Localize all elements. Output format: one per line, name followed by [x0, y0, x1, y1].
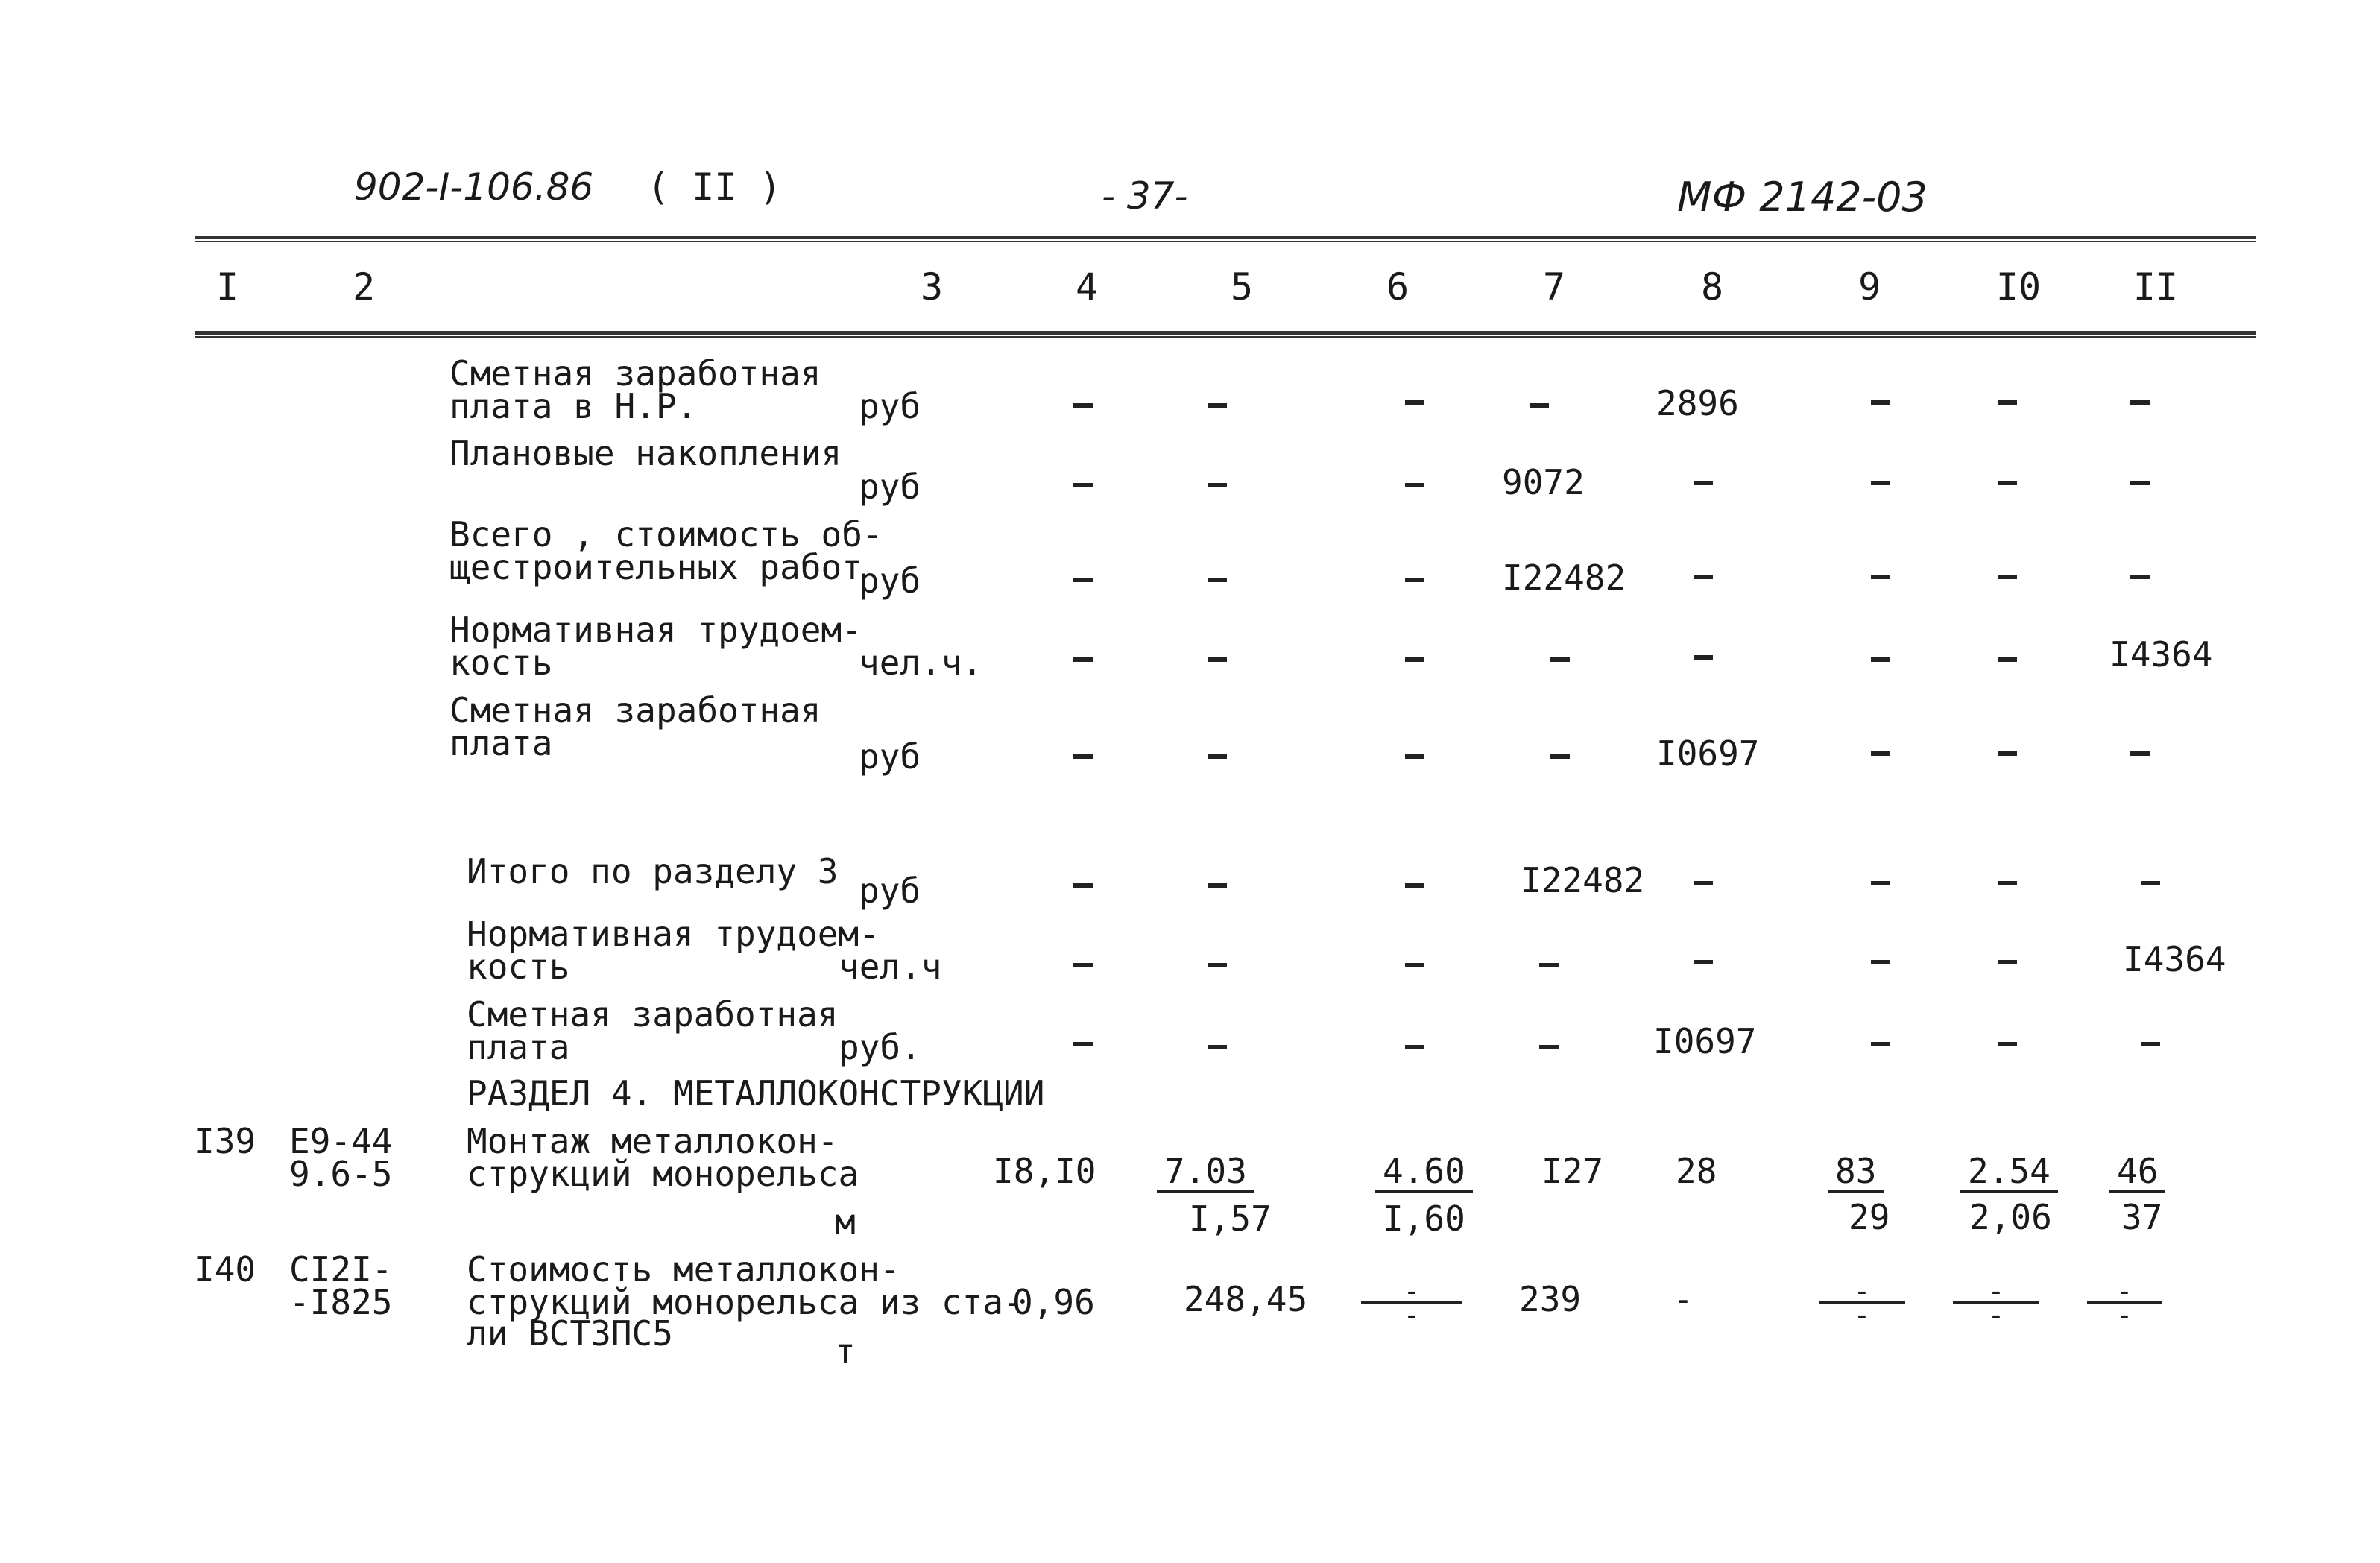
- dash-cell: [1998, 1042, 2017, 1046]
- fraction-numerator: 7.03: [1157, 1154, 1254, 1193]
- unit-cell: руб: [859, 871, 921, 911]
- dash-cell: [1871, 481, 1890, 485]
- dash-cell: [1694, 575, 1713, 579]
- fraction-dash: -: [1853, 1275, 1871, 1307]
- cell-value: 248,45: [1184, 1279, 1308, 1319]
- item-code: 9.6-5: [289, 1154, 393, 1194]
- dash-cell: [1871, 751, 1890, 756]
- quantity-cell: I8,I0: [993, 1151, 1096, 1191]
- fraction-denominator: 2,06: [1969, 1197, 2052, 1237]
- dash-cell: [1550, 657, 1570, 662]
- dash-cell: [2130, 400, 2150, 405]
- column-header-7: 7: [1542, 265, 1566, 309]
- unit-cell: руб: [859, 386, 921, 426]
- dash-cell: [1871, 1042, 1890, 1046]
- item-description: струкций монорельса из ста-: [467, 1282, 1024, 1322]
- fraction-denominator: 29: [1849, 1197, 1890, 1237]
- dash-cell: [1405, 754, 1424, 759]
- dash-cell: [2130, 751, 2150, 756]
- dash-cell: [2130, 575, 2150, 579]
- dash-cell: [1694, 655, 1713, 660]
- dash-cell: [1073, 483, 1093, 487]
- dash-cell: [1694, 481, 1713, 485]
- item-code: CI2I-: [289, 1249, 393, 1289]
- fraction-denominator: I,57: [1189, 1199, 1272, 1239]
- dash-cell: [1539, 1045, 1559, 1049]
- row-description: кость: [467, 947, 570, 987]
- dash-cell: [1871, 400, 1890, 405]
- dash-cell: [1998, 657, 2017, 662]
- unit-cell: руб.: [839, 1027, 921, 1067]
- fraction-numerator: 4.60: [1375, 1154, 1473, 1193]
- dash-cell: [1073, 403, 1093, 408]
- cell-value: 239: [1519, 1279, 1582, 1319]
- section-title: РАЗДЕЛ 4. МЕТАЛЛОКОНСТРУКЦИИ: [467, 1073, 1045, 1114]
- volume-label: ( II ): [647, 165, 782, 209]
- fraction-dash: -: [1987, 1275, 2005, 1307]
- item-description: Монтаж металлокон-: [467, 1121, 839, 1161]
- dash-cell: [1208, 483, 1227, 487]
- column-header-4: 4: [1075, 265, 1099, 309]
- dash-cell: [1405, 578, 1424, 582]
- dash-cell: [1550, 754, 1570, 759]
- column-header-10: I0: [1995, 265, 2042, 309]
- dash-cell: [1405, 963, 1424, 967]
- dash-cell: [1694, 881, 1713, 885]
- dash-cell: [1208, 657, 1227, 662]
- row-description: Сметная заработная: [449, 690, 821, 730]
- column-header-6: 6: [1386, 265, 1410, 309]
- dash-cell: [1998, 881, 2017, 885]
- dash-cell: -: [1673, 1279, 1694, 1319]
- fraction-denominator: I,60: [1383, 1199, 1465, 1239]
- dash-cell: [1208, 403, 1227, 408]
- row-description: плата: [467, 1027, 570, 1067]
- dash-cell: [2130, 481, 2150, 485]
- unit-cell: руб: [859, 736, 921, 777]
- fraction-numerator: 46: [2109, 1154, 2165, 1193]
- unit-cell: чел.ч.: [859, 642, 983, 683]
- unit-cell: руб: [859, 467, 921, 507]
- item-number: I39: [194, 1121, 256, 1161]
- page-number: - 37-: [1102, 174, 1188, 218]
- column-header-2: 2: [352, 265, 376, 309]
- row-description: Нормативная трудоем-: [467, 914, 880, 954]
- unit-cell: чел.ч: [839, 947, 942, 987]
- dash-cell: [1998, 960, 2017, 964]
- dash-cell: [1073, 883, 1093, 888]
- dash-cell: [1871, 881, 1890, 885]
- dash-cell: [1405, 400, 1424, 405]
- dash-cell: [1530, 403, 1549, 408]
- dash-cell: [1694, 960, 1713, 964]
- row-description: щестроительных работ: [449, 547, 862, 587]
- fraction-dash: -: [2115, 1275, 2133, 1307]
- fraction-dash: -: [1403, 1275, 1421, 1307]
- row-description: Нормативная трудоем-: [449, 610, 862, 650]
- dash-cell: [2141, 881, 2160, 885]
- dash-cell: [1208, 754, 1227, 759]
- dash-cell: [1998, 751, 2017, 756]
- fraction-dash-cell: - -: [1819, 1281, 1905, 1325]
- item-code: -I825: [289, 1282, 393, 1322]
- unit-cell: руб: [859, 561, 921, 601]
- item-description: ли ВСТЗПС5: [467, 1313, 673, 1354]
- dash-cell: [1073, 963, 1093, 967]
- item-code: E9-44: [289, 1121, 393, 1161]
- cell-value: 28: [1676, 1151, 1717, 1191]
- cell-value: I4364: [2123, 939, 2226, 979]
- dash-cell: [1073, 578, 1093, 582]
- header-bottom-rule: [195, 331, 2256, 335]
- item-description: Стоимость металлокон-: [467, 1249, 900, 1289]
- cell-value: I22482: [1521, 860, 1645, 900]
- row-description: Плановые накопления: [449, 433, 842, 473]
- dash-cell: [1208, 963, 1227, 967]
- top-rule-thin: [195, 241, 2256, 242]
- dash-cell: [1405, 1045, 1424, 1049]
- column-header-11: II: [2133, 265, 2179, 309]
- row-description: Всего , стоимость об-: [449, 514, 883, 555]
- dash-cell: [1208, 578, 1227, 582]
- fraction-dash-cell: - -: [1361, 1281, 1462, 1325]
- item-number: I40: [194, 1249, 256, 1289]
- column-header-8: 8: [1700, 265, 1724, 309]
- cell-value: I22482: [1502, 558, 1626, 598]
- row-description: Сметная заработная: [467, 994, 839, 1035]
- cell-value: 9072: [1502, 462, 1585, 502]
- dash-cell: [1405, 883, 1424, 888]
- fraction-numerator: 83: [1828, 1154, 1884, 1193]
- dash-cell: [1539, 963, 1559, 967]
- document-code: 902-I-106.86: [354, 165, 594, 209]
- fraction-dash-cell: - -: [2087, 1281, 2162, 1325]
- inventory-number: МФ 2142-03: [1677, 174, 1928, 221]
- dash-cell: [1073, 1042, 1093, 1046]
- cell-value: I0697: [1653, 1021, 1757, 1061]
- section-total-label: Итого по разделу 3: [467, 851, 839, 891]
- column-header-9: 9: [1857, 265, 1881, 309]
- dash-cell: [1073, 657, 1093, 662]
- cell-value: 2896: [1656, 383, 1739, 423]
- dash-cell: [1871, 960, 1890, 964]
- dash-cell: [1998, 481, 2017, 485]
- column-header-1: I: [215, 265, 239, 309]
- dash-cell: [1208, 1045, 1227, 1049]
- quantity-cell: 0,96: [1012, 1282, 1095, 1322]
- dash-cell: [1073, 754, 1093, 759]
- column-header-3: 3: [920, 265, 944, 309]
- header-bottom-rule-thin: [195, 336, 2256, 338]
- dash-cell: [1871, 657, 1890, 662]
- dash-cell: [1998, 400, 2017, 405]
- dash-cell: [1998, 575, 2017, 579]
- row-description: кость: [449, 642, 553, 683]
- fraction-denominator: 37: [2121, 1197, 2163, 1237]
- dash-cell: [1405, 657, 1424, 662]
- fraction-dash-cell: - -: [1953, 1281, 2039, 1325]
- cell-value: I4364: [2109, 634, 2213, 675]
- unit-cell: м: [835, 1202, 856, 1242]
- item-description: струкций монорельса: [467, 1154, 859, 1194]
- unit-cell: т: [835, 1331, 856, 1371]
- fraction-numerator: 2.54: [1960, 1154, 2058, 1193]
- cell-value: I0697: [1656, 733, 1760, 774]
- row-description: плата в Н.Р.: [449, 386, 698, 426]
- dash-cell: [1871, 575, 1890, 579]
- row-description: плата: [449, 723, 553, 763]
- top-rule: [195, 236, 2256, 239]
- cell-value: I27: [1541, 1151, 1604, 1191]
- row-description: Сметная заработная: [449, 353, 821, 394]
- dash-cell: [1405, 483, 1424, 487]
- dash-cell: [2141, 1042, 2160, 1046]
- column-header-5: 5: [1230, 265, 1254, 309]
- dash-cell: [1208, 883, 1227, 888]
